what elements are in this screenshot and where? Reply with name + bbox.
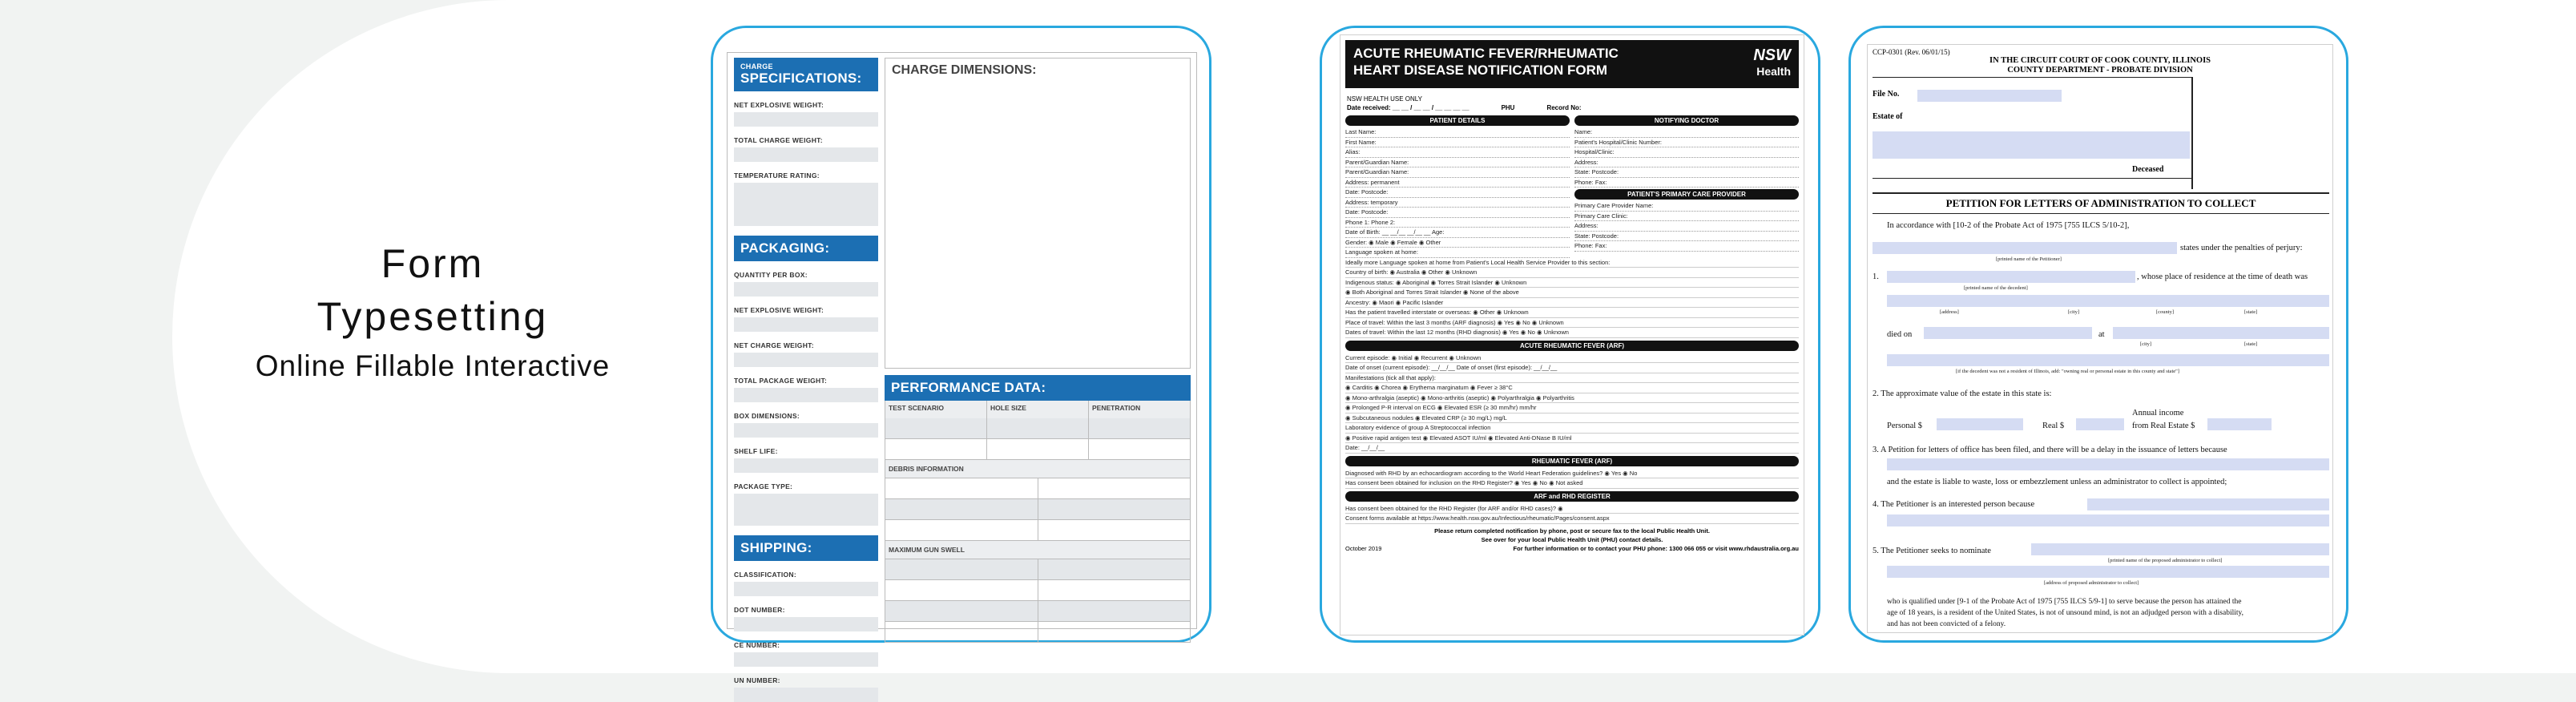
qualification-text: age of 18 years, is a resident of the United States, is not of unsound mind, is not an adjudged person with a disability, [1887, 609, 2244, 617]
form-line[interactable]: Primary Care Clinic: [1574, 212, 1799, 222]
form-line[interactable]: Has consent been obtained for the RHD Register (for ARF and/or RHD cases)? ◉ [1345, 504, 1799, 514]
field-label: QUANTITY PER BOX: [734, 271, 808, 279]
record-no-label: Record No: [1546, 104, 1582, 111]
estate-of-label: Estate of [1873, 112, 1903, 121]
form-line[interactable]: Date: Postcode: [1345, 208, 1570, 218]
para-number: 1. [1873, 272, 1879, 281]
field-label: TEMPERATURE RATING: [734, 171, 820, 180]
interest-reason-input-2[interactable] [1887, 514, 2329, 526]
patient-details-header: PATIENT DETAILS [1345, 115, 1570, 126]
notifying-doctor-header: NOTIFYING DOCTOR [1574, 115, 1799, 126]
form-line[interactable]: Address: [1574, 158, 1799, 168]
form-line[interactable]: Address: temporary [1345, 198, 1570, 208]
caption: [printed name of the Petitioner] [1996, 256, 2062, 262]
table-row[interactable] [885, 499, 1191, 520]
field-label: BOX DIMENSIONS: [734, 412, 800, 420]
form-line[interactable]: Dates of travel: Within the last 12 months (RHD diagnosis) ◉ Yes ◉ No ◉ Unknown [1345, 328, 1799, 338]
table-row[interactable] [885, 580, 1191, 601]
from-real-estate-label: from Real Estate $ [2132, 422, 2195, 430]
form-field[interactable] [734, 582, 878, 596]
form-line[interactable]: First Name: [1345, 138, 1570, 148]
file-no-label: File No. [1873, 90, 1900, 99]
caption: [address] [1940, 309, 1959, 315]
rule [1873, 77, 2193, 78]
personal-label: Personal $ [1887, 422, 1923, 430]
charge-form-left-column [734, 58, 878, 702]
use-only: NSW HEALTH USE ONLY [1347, 95, 1422, 103]
debris-label: DEBRIS INFORMATION [885, 460, 1191, 478]
form-line[interactable]: ◉ Mono-arthralgia (aseptic) ◉ Mono-arthritis (aseptic) ◉ Polyarthralgia ◉ Polyarthritis [1345, 393, 1799, 404]
table-row[interactable] [885, 622, 1191, 643]
field-label: PACKAGE TYPE: [734, 482, 793, 490]
nsw-health-logo [1717, 46, 1791, 82]
para-4: 4. The Petitioner is an interested person because [1873, 500, 2035, 509]
perf-header-cell: PENETRATION [1089, 401, 1190, 418]
hero-text [208, 237, 657, 383]
form-field[interactable] [734, 183, 878, 226]
caption: [state] [2244, 341, 2258, 347]
field-label: NET EXPLOSIVE WEIGHT: [734, 306, 824, 314]
footer-line: See over for your local Public Health Unit (PHU) contact details. [1481, 535, 1663, 543]
court-line: COUNTY DEPARTMENT - PROBATE DIVISION [2007, 66, 2193, 75]
charge-dimensions-title: CHARGE DIMENSIONS: [892, 63, 1037, 77]
charge-form-document [727, 52, 1197, 684]
form-line[interactable]: Date: __/__/__ [1345, 443, 1799, 454]
form-line[interactable]: Ideally more Language spoken at home from Patient's Local Health Service Provider to this section: [1345, 258, 1799, 268]
para-2: 2. The approximate value of the estate in this state is: [1873, 389, 2052, 398]
performance-title: PERFORMANCE DATA: [891, 380, 1046, 395]
charge-form-right-column [885, 58, 1191, 643]
petition-title: PETITION FOR LETTERS OF ADMINISTRATION TO COLLECT [1873, 192, 2329, 214]
form-line[interactable]: Diagnosed with RHD by an echocardiogram according to the World Heart Federation guidelines? ◉ Yes ◉ No [1345, 469, 1799, 479]
form-line: Consent forms available at https://www.health.nsw.gov.au/Infectious/rheumatic/Pages/consent.aspx [1345, 514, 1799, 524]
caption: [if the decedent was not a resident of Illinois, add: "owning real or personal estate in this county and state"] [1956, 369, 2179, 374]
form-line[interactable]: ◉ Subcutaneous nodules ◉ Elevated CRP (≥ 30 mg/L) mg/L [1345, 414, 1799, 424]
field-label: DOT NUMBER: [734, 606, 785, 614]
table-row[interactable] [885, 439, 1191, 460]
form-line[interactable]: Name: [1574, 127, 1799, 138]
form-field[interactable] [734, 423, 878, 438]
packaging-title: PACKAGING: [740, 240, 830, 256]
form-line[interactable]: Phone: Fax: [1574, 241, 1799, 252]
arf-two-columns [1340, 114, 1804, 258]
nominee-name-input[interactable] [2031, 543, 2329, 555]
form-line[interactable]: State: Postcode: [1574, 167, 1799, 178]
form-line[interactable]: Phone 1: Phone 2: [1345, 218, 1570, 228]
patient-column [1345, 114, 1570, 258]
field-label: CLASSIFICATION: [734, 571, 797, 579]
spec-small-label: CHARGE [740, 63, 773, 71]
form-field[interactable] [734, 112, 878, 127]
place-of-death-input[interactable] [2113, 327, 2329, 339]
doctor-column [1574, 114, 1799, 258]
table-row[interactable] [885, 559, 1191, 580]
form-line[interactable]: Indigenous status: ◉ Aboriginal ◉ Torres Strait Islander ◉ Unknown [1345, 278, 1799, 288]
hero-subtitle: Online Fillable Interactive [255, 349, 611, 382]
annual-income-label: Annual income [2132, 409, 2184, 418]
file-no-input[interactable] [1917, 90, 2062, 102]
register-section-header: ARF and RHD REGISTER [1345, 491, 1799, 502]
decedent-name-input[interactable] [1887, 271, 2135, 283]
form-line[interactable]: Address: permanent [1345, 178, 1570, 188]
form-line[interactable]: Date: Postcode: [1345, 188, 1570, 198]
form-line[interactable]: Alias: [1345, 147, 1570, 158]
caption: [state] [2244, 309, 2258, 315]
interest-reason-input[interactable] [2087, 498, 2329, 510]
para-5: 5. The Petitioner seeks to nominate [1873, 547, 1991, 555]
field-label: NET CHARGE WEIGHT: [734, 341, 814, 349]
field-label: CE NUMBER: [734, 641, 780, 649]
section-header-shipping [734, 535, 878, 561]
form-field[interactable] [734, 353, 878, 367]
personal-value-input[interactable] [1937, 418, 2023, 430]
field-label: TOTAL CHARGE WEIGHT: [734, 136, 823, 144]
form-field[interactable] [734, 282, 878, 297]
para-3-continued: and the estate is liable to waste, loss or embezzlement unless an administrator to collect is appointed; [1887, 478, 2227, 486]
qualification-text: who is qualified under [9-1 of the Probate Act of 1975 [755 ILCS 5/9-1] to serve because the person has attained the [1887, 598, 2242, 606]
date-of-death-input[interactable] [1924, 327, 2092, 339]
table-row[interactable] [885, 478, 1191, 499]
qualification-text: and has not been convicted of a felony. [1887, 620, 2006, 628]
court-heading [1868, 56, 2332, 75]
sample-card-arf-form[interactable] [1320, 26, 1820, 643]
form-field[interactable] [734, 458, 878, 473]
petitioner-name-input[interactable] [1873, 242, 2177, 254]
form-line[interactable]: Current episode: ◉ Initial ◉ Recurrent ◉ Unknown [1345, 353, 1799, 364]
field-label: TOTAL PACKAGE WEIGHT: [734, 377, 828, 385]
gun-swell-label: MAXIMUM GUN SWELL [885, 541, 1191, 559]
arf-header [1345, 40, 1799, 88]
primary-care-header: PATIENT'S PRIMARY CARE PROVIDER [1574, 189, 1799, 200]
form-line[interactable]: Address: [1574, 221, 1799, 232]
form-line: Manifestations (tick all that apply): [1345, 373, 1799, 384]
arf-section-header: ACUTE RHEUMATIC FEVER (ARF) [1345, 341, 1799, 351]
form-field[interactable] [734, 147, 878, 162]
form-field[interactable] [734, 317, 878, 332]
form-line[interactable]: Patient's Hospital/Clinic Number: [1574, 138, 1799, 148]
caption: [printed name of the proposed administrator to collect] [2108, 558, 2223, 563]
form-line[interactable]: ◉ Positive rapid antigen test ◉ Elevated ASOT IU/ml ◉ Elevated Anti-DNase B IU/ml [1345, 434, 1799, 444]
shipping-title: SHIPPING: [740, 540, 812, 555]
form-line[interactable]: Date of Birth: __ __/__ __/__ __ Age: [1345, 228, 1570, 238]
annual-income-input[interactable] [2207, 418, 2272, 430]
form-line[interactable]: Ancestry: ◉ Maori ◉ Pacific Islander [1345, 298, 1799, 309]
charge-dimensions-box[interactable] [885, 58, 1191, 369]
arf-title: ACUTE RHEUMATIC FEVER/RHEUMATIC HEART DISEASE NOTIFICATION FORM [1353, 46, 1619, 78]
demographics-section [1340, 258, 1804, 338]
section-header-specifications [734, 58, 878, 91]
field-label: SHELF LIFE: [734, 447, 778, 455]
table-row[interactable] [885, 601, 1191, 622]
logo-sub: Health [1756, 65, 1791, 78]
sample-card-charge-form[interactable] [711, 26, 1211, 684]
caption: [city] [2068, 309, 2080, 315]
deceased-label: Deceased [2132, 165, 2164, 174]
phu-label: PHU [1501, 104, 1515, 111]
perf-header-cell: HOLE SIZE [987, 401, 1089, 418]
estate-name-input[interactable] [1873, 131, 2190, 159]
rule [1873, 178, 2193, 179]
arf-section [1340, 353, 1804, 454]
rhd-section [1340, 469, 1804, 489]
caption: [city] [2140, 341, 2152, 347]
delay-reason-input[interactable] [1887, 458, 2329, 470]
rule [2191, 77, 2193, 189]
residence-text: , whose place of residence at the time of death was [2137, 272, 2308, 281]
form-line[interactable]: Has consent been obtained for inclusion on the RHD Register? ◉ Yes ◉ No ◉ Not asked [1345, 478, 1799, 489]
form-field[interactable] [734, 388, 878, 402]
rhd-section-header: RHEUMATIC FEVER (ARF) [1345, 456, 1799, 466]
performance-section [885, 375, 1191, 643]
arf-footer [1340, 526, 1804, 553]
para-3: 3. A Petition for letters of office has been filed, and there will be a delay in the issuance of letters because [1873, 446, 2227, 454]
at-text: at [2098, 330, 2105, 339]
section-header-packaging [734, 236, 878, 261]
form-line[interactable]: ◉ Carditis ◉ Chorea ◉ Erythema marginatum ◉ Fever ≥ 38°C [1345, 383, 1799, 393]
form-line: Laboratory evidence of group A Streptococcal infection [1345, 423, 1799, 434]
caption: [printed name of the decedent] [1964, 285, 2028, 291]
caption: [address of proposed administrator to collect] [2044, 580, 2139, 586]
hero-title-line2: Typesetting [316, 294, 549, 339]
form-field[interactable] [734, 617, 878, 631]
form-line[interactable]: Last Name: [1345, 127, 1570, 138]
register-section [1340, 504, 1804, 524]
arf-meta [1340, 93, 1804, 114]
footer-line: Please return completed notification by phone, post or secure fax to the local Public Health Unit. [1434, 526, 1710, 535]
sample-card-petition-form[interactable] [1848, 26, 2348, 643]
form-line[interactable]: Gender: ◉ Male ◉ Female ◉ Other [1345, 238, 1570, 248]
form-line[interactable]: ◉ Both Aboriginal and Torres Strait Islander ◉ None of the above [1345, 288, 1799, 298]
real-value-input[interactable] [2076, 418, 2124, 430]
real-label: Real $ [2042, 422, 2065, 430]
form-line[interactable]: Has the patient travelled interstate or overseas: ◉ Other ◉ Unknown [1345, 308, 1799, 318]
perf-header-cell: TEST SCENARIO [885, 401, 987, 418]
caption: [county] [2156, 309, 2175, 315]
date-received: Date received: __ __ / __ __ / __ __ __ __ [1347, 104, 1469, 111]
table-row[interactable] [885, 520, 1191, 541]
form-line[interactable]: Language spoken at home: [1345, 248, 1570, 258]
field-label: NET EXPLOSIVE WEIGHT: [734, 101, 824, 109]
nominee-address-input[interactable] [1887, 566, 2329, 578]
petition-form-document [1867, 44, 2333, 633]
form-line[interactable]: ◉ Prolonged P-R interval on ECG ◉ Elevated ESR (≥ 30 mm/hr) mm/hr [1345, 403, 1799, 414]
hero-title-line1: Form [381, 241, 485, 286]
arf-form-document [1340, 34, 1804, 635]
section-header-performance [885, 375, 1191, 401]
footer-line: For further information or to contact your PHU phone: 1300 066 055 or visit www.rhdaustralia.org.au [1513, 544, 1799, 552]
intro-end-text: states under the penalties of perjury: [2180, 244, 2303, 252]
form-line[interactable]: Hospital/Clinic: [1574, 147, 1799, 158]
form-field[interactable] [734, 652, 878, 667]
residency-note-input[interactable] [1887, 354, 2329, 366]
died-on-text: died on [1887, 330, 1913, 339]
performance-table-header [885, 401, 1191, 418]
decedent-address-input[interactable] [1887, 295, 2329, 307]
form-line[interactable]: Country of birth: ◉ Australia ◉ Other ◉ Unknown [1345, 268, 1799, 278]
form-number: CCP-0301 (Rev. 06/01/15) [1873, 48, 1950, 56]
intro-text: In accordance with [10-2 of the Probate Act of 1975 [755 ILCS 5/10-2], [1887, 221, 2130, 230]
form-field[interactable] [734, 688, 878, 702]
court-line: IN THE CIRCUIT COURT OF COOK COUNTY, ILLINOIS [1989, 56, 2211, 65]
logo-word: NSW [1753, 46, 1791, 64]
form-line[interactable]: Parent/Guardian Name: [1345, 158, 1570, 168]
spec-title: SPECIFICATIONS: [740, 71, 862, 86]
form-field[interactable] [734, 494, 878, 526]
form-version: October 2019 [1345, 544, 1382, 552]
form-line[interactable]: Date of onset (current episode): __/__/__ Date of onset (first episode): __/__/__ [1345, 363, 1799, 373]
form-line[interactable]: State: Postcode: [1574, 232, 1799, 242]
form-line[interactable]: Place of travel: Within the last 3 months (ARF diagnosis) ◉ Yes ◉ No ◉ Unknown [1345, 318, 1799, 329]
field-label: UN NUMBER: [734, 676, 780, 684]
form-line[interactable]: Primary Care Provider Name: [1574, 201, 1799, 212]
table-row[interactable] [885, 418, 1191, 439]
form-line[interactable]: Parent/Guardian Name: [1345, 167, 1570, 178]
form-line[interactable]: Phone: Fax: [1574, 178, 1799, 188]
